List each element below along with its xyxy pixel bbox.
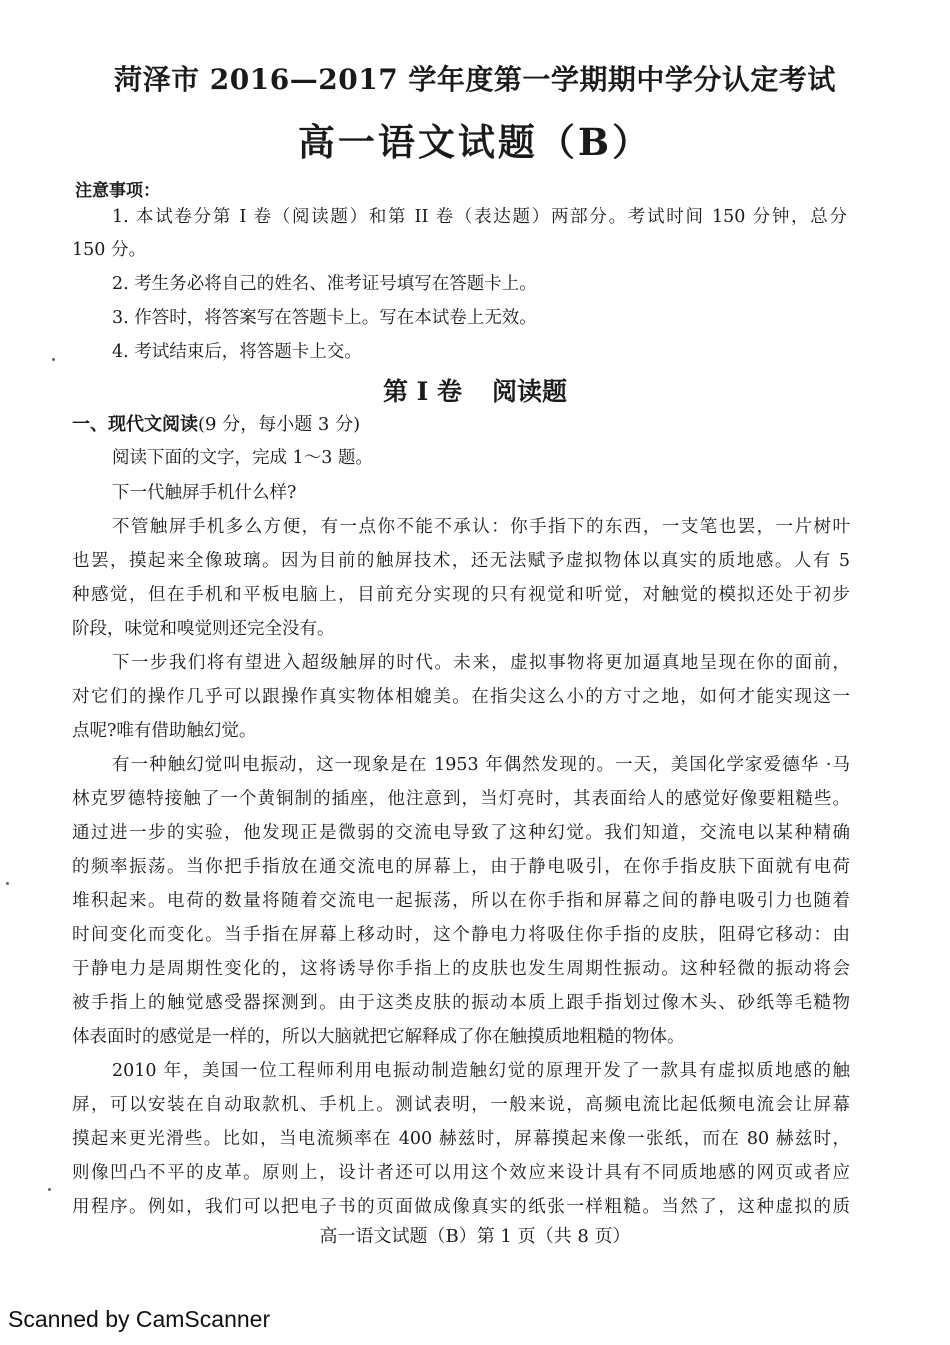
notice-item-1: 1. 本试卷分第 I 卷（阅读题）和第 II 卷（表达题）两部分。考试时间 150 分钟，总分 <box>112 207 847 227</box>
article-line: 点呢?唯有借助触幻觉。 <box>72 721 257 741</box>
article-line: 屏，可以安装在自动取款机、手机上。测试表明，一般来说，高频电流比起低频电流会让屏幕 <box>72 1095 850 1115</box>
paper-title: 高一语文试题（B） <box>297 120 653 164</box>
scanner-watermark: Scanned by CamScanner <box>8 1306 271 1332</box>
page-footer: 高一语文试题（B）第 1 页（共 8 页） <box>319 1226 631 1247</box>
article-line: 也罢，摸起来全像玻璃。因为目前的触屏技术，还无法赋予虚拟物体以真实的质地感。人有 5 <box>72 551 850 571</box>
scan-speck <box>48 1188 51 1191</box>
article-line: 的频率振荡。当你把手指放在通交流电的屏幕上，由于静电吸引，在你手指皮肤下面就有电荷 <box>72 857 850 877</box>
part-heading-score: (9 分，每小题 3 分) <box>198 414 361 435</box>
article-line: 种感觉，但在手机和平板电脑上，目前充分实现的只有视觉和听觉，对触觉的模拟还处于初步 <box>72 585 850 605</box>
scan-speck <box>52 358 55 361</box>
instruction: 阅读下面的文字，完成 1～3 题。 <box>112 448 373 468</box>
article-line: 摸起来更光滑些。比如，当电流频率在 400 赫兹时，屏幕摸起来像一张纸，而在 80 赫兹时， <box>72 1129 850 1149</box>
article-line: 于静电力是周期性变化的，这将诱导你手指上的皮肤也发生周期性振动。这种轻微的振动将会 <box>72 959 850 979</box>
article-line: 不管触屏手机多么方便，有一点你不能不承认：你手指下的东西，一支笔也罢，一片树叶 <box>112 517 850 537</box>
notice-item-3: 3. 作答时，将答案写在答题卡上。写在本试卷上无效。 <box>112 308 537 328</box>
article-line: 时间变化而变化。当手指在屏幕上移动时，这个静电力将吸住你手指的皮肤，阻碍它移动：由 <box>72 925 850 945</box>
section-title-part: 第 I 卷 <box>382 377 463 406</box>
article-line: 则像凹凸不平的皮革。原则上，设计者还可以用这个效应来设计具有不同质地感的网页或者应 <box>72 1163 850 1183</box>
article-line: 2010 年，美国一位工程师利用电振动制造触幻觉的原理开发了一款具有虚拟质地感的触 <box>112 1061 850 1081</box>
article-line: 通过进一步的实验，他发现正是微弱的交流电导致了这种幻觉。我们知道，交流电以某种精确 <box>72 823 850 843</box>
article-line: 林克罗德特接触了一个黄铜制的插座，他注意到，当灯亮时，其表面给人的感觉好像要粗糙些。 <box>72 789 850 809</box>
article-line: 有一种触幻觉叫电振动，这一现象是在 1953 年偶然发现的。一天，美国化学家爱德华 ·马 <box>112 755 850 775</box>
article-line: 下一步我们将有望进入超级触屏的时代。未来，虚拟事物将更加逼真地呈现在你的面前， <box>112 653 850 673</box>
part-heading <box>72 410 360 436</box>
notice-item-2: 2. 考生务必将自己的姓名、准考证号填写在答题卡上。 <box>112 274 537 294</box>
notice-heading: 注意事项： <box>75 181 160 201</box>
part-heading-label: 一、现代文阅读 <box>72 414 198 435</box>
article-line: 被手指上的触觉感受器探测到。由于这类皮肤的振动本质上跟手指划过像木头、砂纸等毛糙物 <box>72 993 850 1013</box>
article-line: 体表面时的感觉是一样的，所以大脑就把它解释成了你在触摸质地粗糙的物体。 <box>72 1027 685 1047</box>
article-line: 堆积起来。电荷的数量将随着交流电一起振荡，所以在你手指和屏幕之间的静电吸引力也随着 <box>72 891 850 911</box>
section-title <box>0 372 950 408</box>
notice-item-4: 4. 考试结束后，将答题卡上交。 <box>112 342 362 362</box>
article-title: 下一代触屏手机什么样? <box>112 483 297 503</box>
exam-title: 菏泽市 2016—2017 学年度第一学期期中学分认定考试 <box>114 63 836 96</box>
article-line: 用程序。例如，我们可以把电子书的页面做成像真实的纸张一样粗糙。当然了，这种虚拟的质 <box>72 1197 850 1217</box>
scan-speck <box>6 882 9 885</box>
article-line: 对它们的操作几乎可以跟操作真实物体相媲美。在指尖这么小的方寸之地，如何才能实现这一 <box>72 687 850 707</box>
notice-item-1-cont: 150 分。 <box>72 240 146 260</box>
article-line: 阶段，味觉和嗅觉则还完全没有。 <box>72 619 335 639</box>
section-title-name: 阅读题 <box>492 377 568 406</box>
